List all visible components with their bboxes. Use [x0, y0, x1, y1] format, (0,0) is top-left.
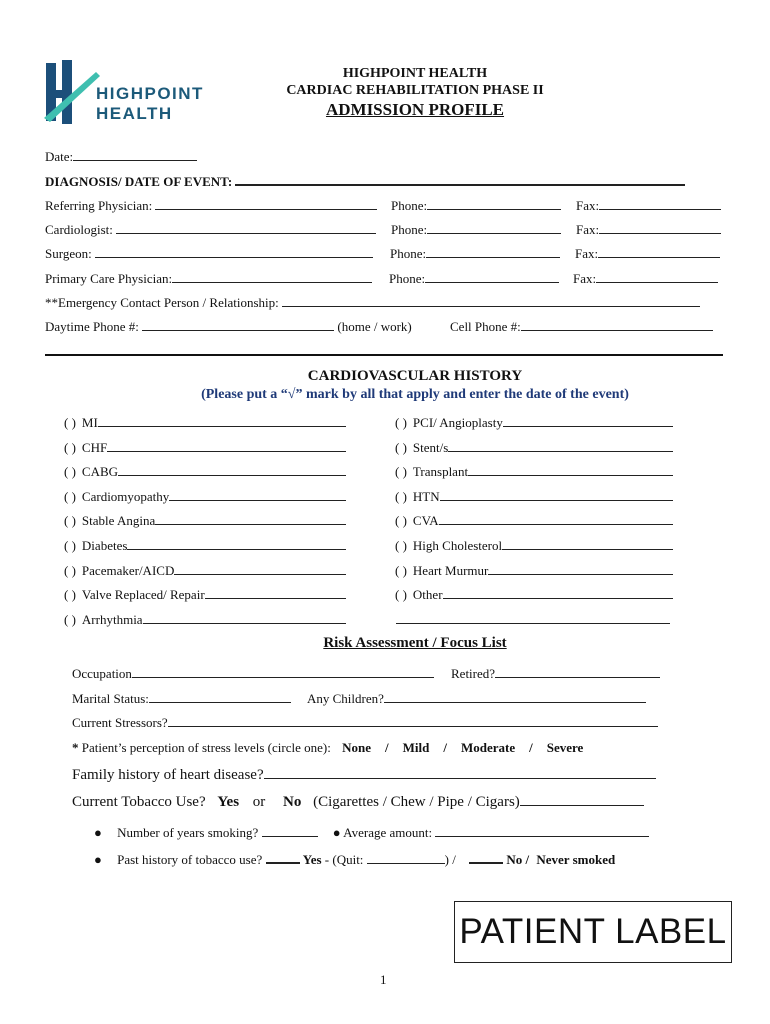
- cv-history-item: [64, 512, 346, 529]
- referring-phone-field[interactable]: [427, 197, 561, 210]
- occupation-field[interactable]: [132, 665, 434, 678]
- cardiologist-phone-label: Phone:: [391, 222, 428, 237]
- cardiologist-phone-field[interactable]: [427, 221, 561, 234]
- past-yes-field[interactable]: [266, 850, 300, 864]
- surgeon-fax-field[interactable]: [598, 245, 720, 258]
- stress-option-severe[interactable]: Severe: [546, 740, 584, 755]
- surgeon-label: Surgeon:: [45, 246, 92, 261]
- cv-history-item: [64, 463, 346, 480]
- risk-title: Risk Assessment / Focus List: [323, 635, 507, 651]
- cv-history-item-label: Cardiomyopathy: [81, 488, 170, 504]
- stress-star: *: [72, 740, 79, 755]
- years-smoking-field[interactable]: [262, 824, 318, 837]
- daytime-phone-field[interactable]: [142, 318, 334, 331]
- tobacco-no-option[interactable]: No: [283, 794, 302, 810]
- stress-option-mild[interactable]: Mild: [402, 740, 430, 755]
- checkbox[interactable]: ( ): [395, 464, 407, 480]
- children-label: Any Children?: [307, 691, 384, 706]
- referring-field[interactable]: [155, 197, 377, 210]
- checkbox[interactable]: ( ): [64, 513, 76, 529]
- checkbox[interactable]: ( ): [395, 488, 407, 504]
- logo-line-2: HEALTH: [96, 104, 173, 123]
- cv-history-date-field[interactable]: [468, 463, 673, 476]
- pcp-phone-label: Phone:: [389, 271, 426, 286]
- section-divider: [45, 354, 723, 356]
- cv-history-date-field[interactable]: [439, 512, 673, 525]
- date-label: Date:: [45, 149, 74, 164]
- cv-history-item-label: HTN: [412, 488, 440, 504]
- occupation-label: Occupation: [72, 666, 132, 681]
- referring-label: Referring Physician:: [45, 198, 153, 213]
- cv-history-item: [64, 414, 346, 431]
- checkbox[interactable]: ( ): [395, 562, 407, 578]
- cv-history-date-field[interactable]: [443, 586, 673, 599]
- surgeon-fax-label: Fax:: [575, 246, 599, 261]
- marital-field[interactable]: [149, 690, 291, 703]
- pcp-field[interactable]: [172, 270, 372, 283]
- children-field[interactable]: [384, 690, 646, 703]
- stress-separator: /: [443, 740, 447, 755]
- cv-history-item-label: Other: [412, 587, 443, 603]
- tobacco-types: (Cigarettes / Chew / Pipe / Cigars): [313, 794, 520, 810]
- quit-date-field[interactable]: [367, 851, 445, 864]
- cv-history-item-label: Valve Replaced/ Repair: [81, 587, 205, 603]
- stress-separator: /: [384, 740, 389, 755]
- page-title: ADMISSION PROFILE: [325, 100, 505, 119]
- tobacco-types-field[interactable]: [520, 793, 644, 806]
- bullet-icon: ●: [94, 825, 102, 840]
- checkbox[interactable]: ( ): [395, 587, 407, 603]
- cv-history-item-label: Transplant: [412, 464, 469, 480]
- cv-history-date-field[interactable]: [118, 463, 346, 476]
- pcp-fax-field[interactable]: [596, 270, 718, 283]
- past-no-label: No /: [506, 852, 530, 867]
- surgeon-field[interactable]: [95, 245, 373, 258]
- checkbox[interactable]: ( ): [395, 439, 407, 455]
- cv-history-date-field[interactable]: [98, 414, 346, 427]
- diagnosis-label: DIAGNOSIS/ DATE OF EVENT:: [45, 174, 233, 189]
- home-work-label: (home / work): [337, 319, 412, 334]
- past-yes-label: Yes: [302, 852, 322, 867]
- patient-label-box: [454, 901, 732, 963]
- cv-history-item-label: CABG: [81, 464, 119, 480]
- pcp-phone-field[interactable]: [425, 270, 559, 283]
- cv-history-date-field[interactable]: [440, 488, 673, 501]
- cv-history-item: [64, 586, 346, 603]
- logo-line-1: HIGHPOINT: [96, 84, 204, 103]
- stress-question: Patient’s perception of stress levels (circle one):: [81, 740, 331, 755]
- referring-phone-label: Phone:: [391, 198, 428, 213]
- stressors-label: Current Stressors?: [72, 715, 168, 730]
- checkbox[interactable]: ( ): [64, 538, 76, 553]
- cv-history-date-field[interactable]: [174, 562, 346, 575]
- tobacco-yes-option[interactable]: Yes: [217, 794, 240, 810]
- checkbox[interactable]: ( ): [64, 464, 76, 480]
- cv-history-date-field[interactable]: [205, 586, 346, 599]
- tobacco-label: Current Tobacco Use?: [72, 794, 206, 810]
- cv-history-item: [395, 562, 673, 579]
- daytime-phone-label: Daytime Phone #:: [45, 319, 139, 334]
- cv-history-date-field[interactable]: [127, 537, 346, 550]
- diagnosis-field[interactable]: [235, 172, 685, 186]
- retired-field[interactable]: [495, 665, 660, 678]
- checkbox[interactable]: ( ): [395, 513, 407, 529]
- cv-history-item: [64, 488, 346, 505]
- quit-close: ) /: [444, 852, 456, 867]
- referring-fax-label: Fax:: [576, 198, 600, 213]
- cv-history-item-label: MI: [81, 415, 98, 430]
- cv-history-item: [64, 611, 346, 628]
- cv-history-item: [395, 463, 673, 480]
- cv-history-item-label: CVA: [412, 513, 439, 529]
- past-tobacco-label: Past history of tobacco use?: [117, 852, 263, 867]
- retired-label: Retired?: [451, 666, 496, 681]
- average-amount-label: ● Average amount:: [332, 825, 433, 840]
- cv-history-item-label: Pacemaker/AICD: [81, 562, 175, 578]
- cv-history-item: [64, 537, 346, 554]
- cv-history-item: [395, 439, 673, 456]
- cv-history-date-field[interactable]: [143, 611, 346, 624]
- cv-blank-line: [396, 611, 670, 624]
- org-name: HIGHPOINT HEALTH: [342, 66, 488, 81]
- cv-history-date-field[interactable]: [107, 439, 346, 452]
- pcp-label: Primary Care Physician:: [45, 271, 173, 286]
- date-field[interactable]: [73, 148, 197, 161]
- stressors-field[interactable]: [168, 714, 658, 727]
- patient-label-text: PATIENT LABEL: [459, 912, 727, 951]
- stress-options: [342, 740, 597, 755]
- cv-history-item-label: PCI/ Angioplasty: [412, 415, 503, 430]
- cv-history-item-label: Stent/s: [412, 439, 449, 455]
- checkbox[interactable]: ( ): [64, 439, 76, 455]
- cv-history-item-label: Stable Angina: [81, 513, 156, 529]
- cv-history-item: [395, 488, 673, 505]
- cv-history-item: [395, 512, 673, 529]
- checkbox[interactable]: ( ): [64, 587, 76, 603]
- stress-separator: /: [529, 740, 533, 755]
- surgeon-phone-label: Phone:: [390, 246, 427, 261]
- cv-history-item-label: Heart Murmur: [412, 562, 489, 578]
- quit-label: - (Quit:: [324, 852, 364, 867]
- cv-history-date-field[interactable]: [448, 439, 673, 452]
- bullet-icon: ●: [94, 852, 102, 867]
- cv-history-item-label: Diabetes: [81, 538, 128, 553]
- checkbox[interactable]: ( ): [64, 562, 76, 578]
- checkbox[interactable]: ( ): [64, 611, 76, 627]
- emergency-label: **Emergency Contact Person / Relationship:: [45, 295, 279, 310]
- cardiologist-fax-label: Fax:: [576, 222, 600, 237]
- pcp-fax-label: Fax:: [573, 271, 597, 286]
- cardiologist-fax-field[interactable]: [599, 221, 721, 234]
- cell-phone-field[interactable]: [521, 318, 713, 331]
- cardiologist-label: Cardiologist:: [45, 222, 113, 237]
- stress-option-none[interactable]: None: [342, 740, 371, 755]
- never-smoked-label: Never smoked: [536, 852, 616, 867]
- emergency-field[interactable]: [282, 294, 700, 307]
- years-smoking-label: Number of years smoking?: [117, 825, 259, 840]
- page-number: 1: [380, 972, 387, 987]
- cv-history-date-field[interactable]: [155, 512, 346, 525]
- surgeon-phone-field[interactable]: [426, 245, 560, 258]
- cv-history-item: [64, 439, 346, 456]
- cv-history-item: [395, 414, 673, 431]
- cardiologist-field[interactable]: [116, 221, 376, 234]
- checkbox[interactable]: ( ): [64, 415, 76, 430]
- family-history-label: Family history of heart disease?: [72, 767, 264, 783]
- cv-history-date-field[interactable]: [502, 537, 673, 550]
- cv-history-item: [395, 537, 673, 554]
- cv-history-date-field[interactable]: [169, 488, 346, 501]
- cell-phone-label: Cell Phone #:: [450, 319, 521, 334]
- checkbox[interactable]: ( ): [395, 415, 407, 430]
- referring-fax-field[interactable]: [599, 197, 721, 210]
- cv-history-item-label: High Cholesterol: [412, 538, 503, 553]
- cv-history-instruction: (Please put a “√” mark by all that apply and enter the date of the event): [201, 387, 629, 402]
- marital-label: Marital Status:: [72, 691, 149, 706]
- cv-history-item: [64, 562, 346, 579]
- tobacco-or: or: [252, 794, 266, 810]
- past-no-field[interactable]: [469, 850, 503, 864]
- average-amount-field[interactable]: [435, 824, 649, 837]
- program-name: CARDIAC REHABILITATION PHASE II: [286, 83, 544, 98]
- cv-history-date-field[interactable]: [503, 414, 673, 427]
- stress-option-moderate[interactable]: Moderate: [460, 740, 516, 755]
- cv-history-date-field[interactable]: [488, 562, 673, 575]
- cv-history-item-label: Arrhythmia: [81, 611, 143, 627]
- cv-history-item-label: CHF: [81, 439, 108, 455]
- checkbox[interactable]: ( ): [64, 488, 76, 504]
- family-history-field[interactable]: [264, 766, 656, 779]
- cv-history-item: [395, 586, 673, 603]
- cv-history-title: CARDIOVASCULAR HISTORY: [307, 368, 523, 384]
- checkbox[interactable]: ( ): [395, 538, 407, 553]
